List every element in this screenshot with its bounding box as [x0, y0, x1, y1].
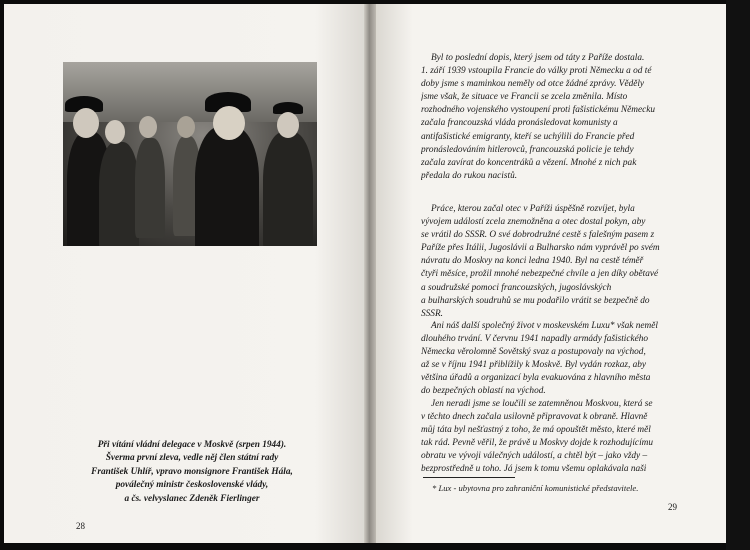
text-line: 1. září 1939 vstoupila Francie do války proti Německu a od té	[421, 66, 652, 77]
text-line: pronásledováním hitlerovců, francouzská policie je tehdy	[421, 144, 634, 155]
text-line: začala francouzská vláda pronásledovat komunisty a	[421, 118, 618, 129]
photo-face	[213, 106, 245, 140]
text-line: Německa věrolomně Sovětský svaz a postupovaly na východ,	[421, 347, 646, 358]
text-line: Ani náš další společný život v moskevském Luxu* však neměl	[431, 321, 658, 331]
scan-edge	[726, 0, 750, 550]
text-line: většina úřadů a organizací byla evakuována z hlavního města	[421, 373, 651, 384]
text-line: jsme však, že situace ve Francii se zcela změnila. Místo	[421, 92, 628, 103]
text-line: rozhodného vojenského vystoupení proti fašistickému Německu	[421, 105, 655, 116]
book-gutter	[364, 4, 376, 543]
text-line: vývojem událostí zcela znemožněna a otec dostal pokyn, aby	[421, 217, 646, 228]
photo-face	[105, 120, 125, 144]
text-line: Byl to poslední dopis, který jsem od táty z Paříže dostala.	[431, 53, 645, 63]
text-line: dlouhého trvání. V červnu 1941 napadly armády fašistického	[421, 334, 649, 345]
photo-caption	[62, 439, 322, 506]
text-line: bezprostředně u toho. Já jsem k tomu všemu oplakávala naši	[421, 464, 647, 475]
text-line: až se v říjnu 1941 přiblížily k Moskvě. Byl vydán rozkaz, aby	[421, 360, 647, 371]
caption-line: Švermа první zleva, vedle něj člen státní rady	[105, 453, 279, 464]
photo-figure	[99, 142, 139, 246]
text-line: čtyři měsíce, prožil mnohé nebezpečné chvíle a jen díky obětavé	[421, 269, 659, 280]
historical-photograph	[63, 62, 317, 246]
photo-figure	[195, 126, 259, 246]
text-line: v těchto dnech začala usilovně připravovat k obraně. Hlavně	[421, 412, 648, 423]
footnote-divider	[423, 477, 515, 478]
photo-face	[177, 116, 195, 138]
text-line: Jen neradi jsme se loučili se zatemněnou Moskvou, která se	[431, 399, 653, 409]
caption-line: Při vítání vládní delegace v Moskvě (srpen 1944).	[97, 440, 287, 450]
text-line: tak rád. Pevně věřil, že právě u Moskvy dojde k rozhodujícímu	[421, 438, 654, 449]
text-line: a bulharských soudruhů se mu podařilo vrátit se bezpečně do	[421, 295, 650, 306]
photo-figure	[263, 132, 313, 246]
page-number-right: 29	[668, 502, 677, 512]
page-number-left: 28	[76, 521, 85, 531]
paragraph-3	[421, 320, 683, 399]
text-line: začala zavírat do koncentráků a vězení. Mnohé z nich pak	[421, 157, 637, 168]
text-line: návratu do Moskvy na konci ledna 1940. Byl na cestě téměř	[421, 256, 644, 267]
paragraph-1	[421, 52, 683, 183]
text-line: se vrátil do SSSR. O své dobrodružné cestě s falešným pasem z	[421, 230, 655, 241]
text-line: a soudružské pomoci francouzských, jugoslávských	[421, 282, 612, 293]
footnote: * Lux - ubytovna pro zahraniční komunistické představitele.	[432, 483, 639, 493]
text-line: antifašistické emigranty, kteří se uchýlili do Francie před	[421, 131, 635, 142]
photo-face	[73, 108, 99, 138]
photo-face	[277, 112, 299, 138]
caption-line: poválečný ministr československé vlády,	[115, 480, 269, 491]
text-line: do bezpečných oblastí na východ.	[421, 386, 546, 397]
text-line: doby jsme s maminkou neměly od otce žádné zprávy. Věděly	[421, 79, 645, 90]
text-line: můj táta byl nešťastný z toho, že má opouštět město, které měl	[421, 425, 651, 436]
photo-face	[139, 116, 157, 138]
text-line: Práce, kterou začal otec v Paříži úspěšně rozvíjet, byla	[431, 204, 635, 214]
caption-line: a čs. velvyslanec Zdeněk Fierlinger	[124, 493, 260, 504]
text-line: obratu ve vývoji válečných událostí, a chtěl být – jako vždy –	[421, 451, 648, 462]
paragraph-2	[421, 203, 683, 321]
text-line: předala do rukou nacistů.	[421, 170, 518, 181]
paragraph-4	[421, 398, 683, 477]
text-line: SSSR.	[421, 308, 443, 319]
caption-line: František Uhlíř, vpravo monsignore František Hála,	[91, 466, 293, 477]
photo-figure	[135, 138, 165, 238]
text-line: Paříže přes Itálii, Jugoslávii a Bulharsko nám vyprávěl po svém	[421, 243, 660, 254]
